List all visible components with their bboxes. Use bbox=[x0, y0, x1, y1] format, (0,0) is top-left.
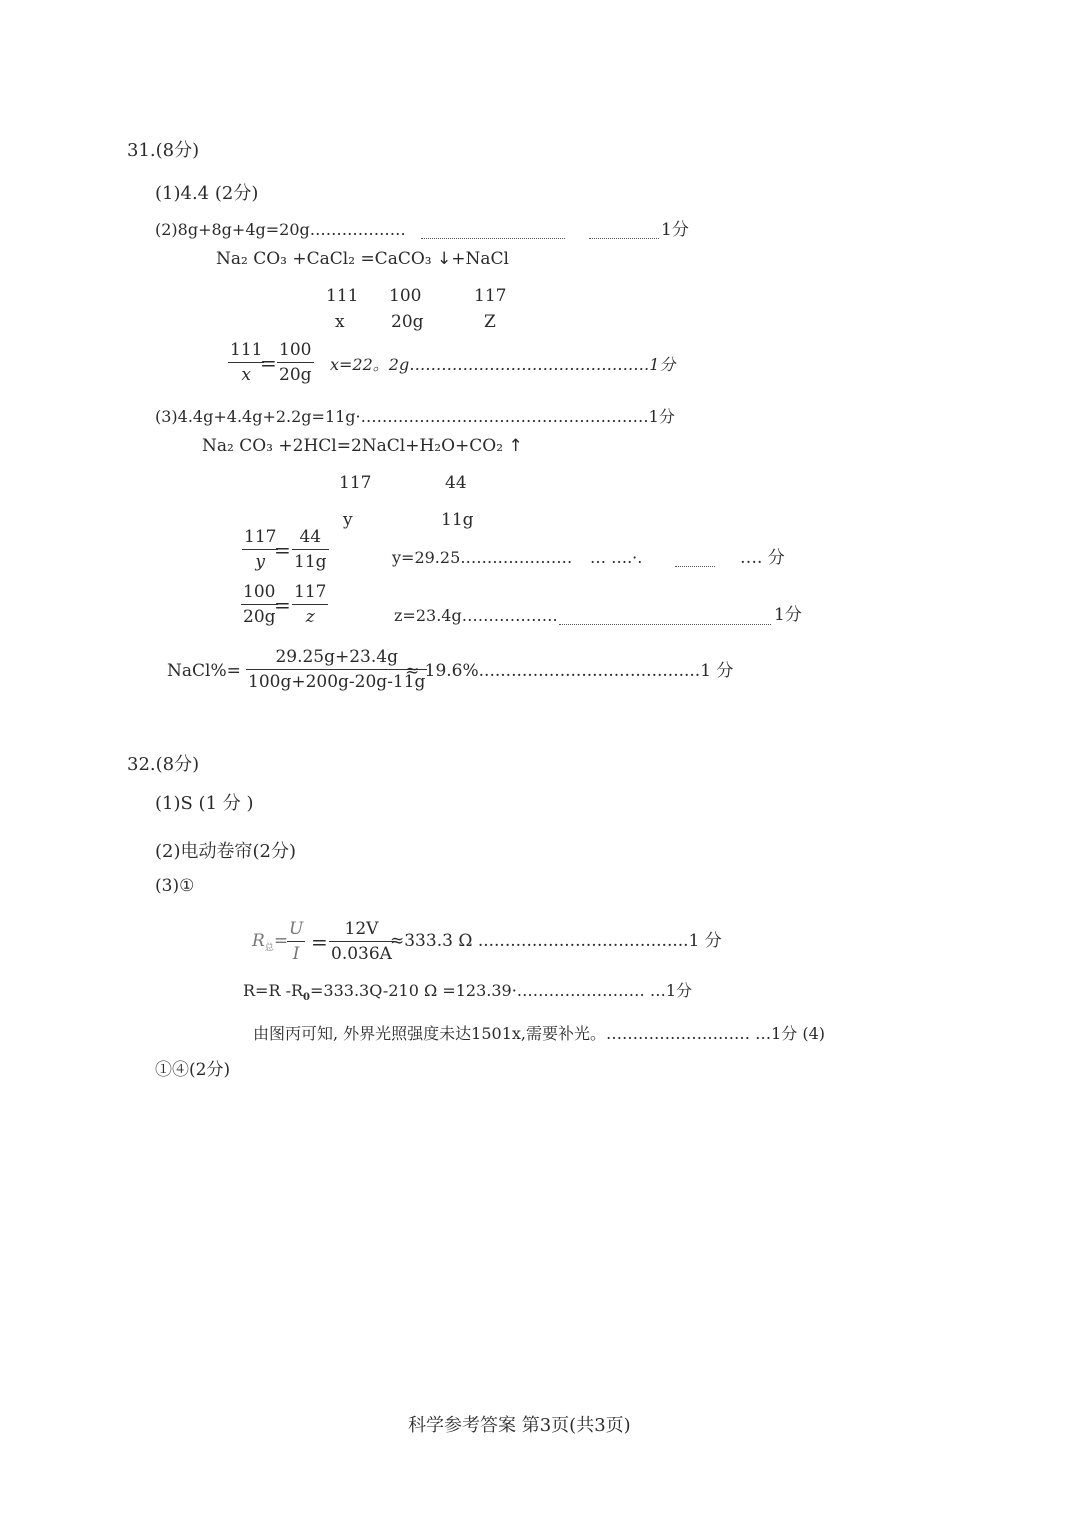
q31-part3-line: (3)4.4g+4.4g+2.2g=11g·………………………………………………1分 bbox=[155, 407, 675, 426]
equals-sign: = bbox=[311, 930, 328, 954]
dotted-leader bbox=[675, 566, 715, 567]
equals-sign: = bbox=[260, 351, 277, 375]
result-y-dots: … ….·. bbox=[590, 548, 643, 567]
fraction-u-over-i: U I bbox=[289, 919, 304, 964]
page-footer: 科学参考答案 第3页(共3页) bbox=[408, 1415, 631, 1436]
nacl-result: ≈ 19.6%.........................................1 分 bbox=[405, 661, 734, 681]
reaction1-var: Z bbox=[484, 312, 496, 332]
reaction2-mass: 117 bbox=[339, 473, 372, 493]
q31-part2-line: (2)8g+8g+4g=20g……………… bbox=[155, 220, 406, 239]
result-y: y=29.25………………… bbox=[392, 548, 573, 567]
q31-part2-score: 1分 bbox=[661, 220, 689, 240]
q32-part4: ①④(2分) bbox=[155, 1060, 231, 1080]
r-total-result: ≈333.3 Ω .......................................1 分 bbox=[390, 931, 722, 951]
q31-part1: (1)4.4 (2分) bbox=[155, 183, 259, 204]
reaction1-mass: 117 bbox=[474, 286, 507, 306]
result-z: z=23.4g……………… bbox=[394, 606, 558, 625]
precipitate-arrow-icon: ↓ bbox=[437, 249, 452, 269]
gas-arrow-icon: ↑ bbox=[508, 436, 523, 456]
r-line: R=R $-R_0=333.3Q-210$ Ω =123.39·…………………… …1分 bbox=[243, 981, 693, 1004]
q32-part2: (2)电动卷帘(2分) bbox=[155, 841, 296, 862]
reaction1-mass: 111 bbox=[326, 286, 359, 306]
result-x: x=22。2g………………………………………1分 bbox=[330, 355, 676, 374]
reaction1-equation: Na₂ CO₃ +CaCl₂ =CaCO₃ ↓+NaCl bbox=[216, 249, 509, 269]
fraction-111-over-x: 111 x bbox=[230, 340, 263, 385]
reaction1-mass: 100 bbox=[389, 286, 422, 306]
fraction-100-over-20g: 100 20g bbox=[243, 582, 276, 627]
q32-part1: (1)S (1 分 ) bbox=[155, 793, 254, 814]
nacl-label: NaCl%= bbox=[167, 661, 241, 681]
reaction2-mass: 44 bbox=[445, 473, 467, 493]
reaction2-equation: Na₂ CO₃ +2HCl=2NaCl+H₂O+CO₂ ↑ bbox=[202, 436, 523, 456]
fraction-44-over-11g: 44 11g bbox=[294, 527, 327, 572]
reaction1-var: 20g bbox=[391, 312, 424, 332]
nacl-fraction: 29.25g+23.4g 100g+200g-20g-11g bbox=[248, 647, 426, 692]
equals-sign: = bbox=[274, 593, 291, 617]
reaction2-var: y bbox=[343, 510, 353, 530]
fraction-100-over-20g: 100 20g bbox=[279, 340, 312, 385]
q32-part3: (3)① bbox=[155, 876, 195, 896]
fraction-117-over-y: 117 y bbox=[244, 527, 277, 572]
dotted-leader bbox=[421, 238, 565, 239]
fraction-117-over-z: 117 z bbox=[294, 582, 327, 627]
dotted-leader bbox=[559, 624, 771, 625]
q31-header: 31.(8分) bbox=[127, 140, 200, 161]
fraction-12v-over-0036a: 12V 0.036A bbox=[331, 919, 392, 964]
equals-sign: = bbox=[274, 538, 291, 562]
q32-header: 32.(8分) bbox=[127, 754, 200, 775]
dotted-leader bbox=[589, 238, 659, 239]
reaction2-var: 11g bbox=[441, 510, 474, 530]
result-y-score: …. 分 bbox=[740, 548, 785, 568]
result-z-score: 1分 bbox=[774, 605, 802, 625]
r-total-symbol: $R_总=$ bbox=[252, 931, 289, 954]
reaction1-var: x bbox=[335, 312, 345, 332]
light-conclusion: 由图丙可知, 外界光照强度未达1501x,需要补光。……………………… …1分 (4) bbox=[253, 1024, 826, 1043]
